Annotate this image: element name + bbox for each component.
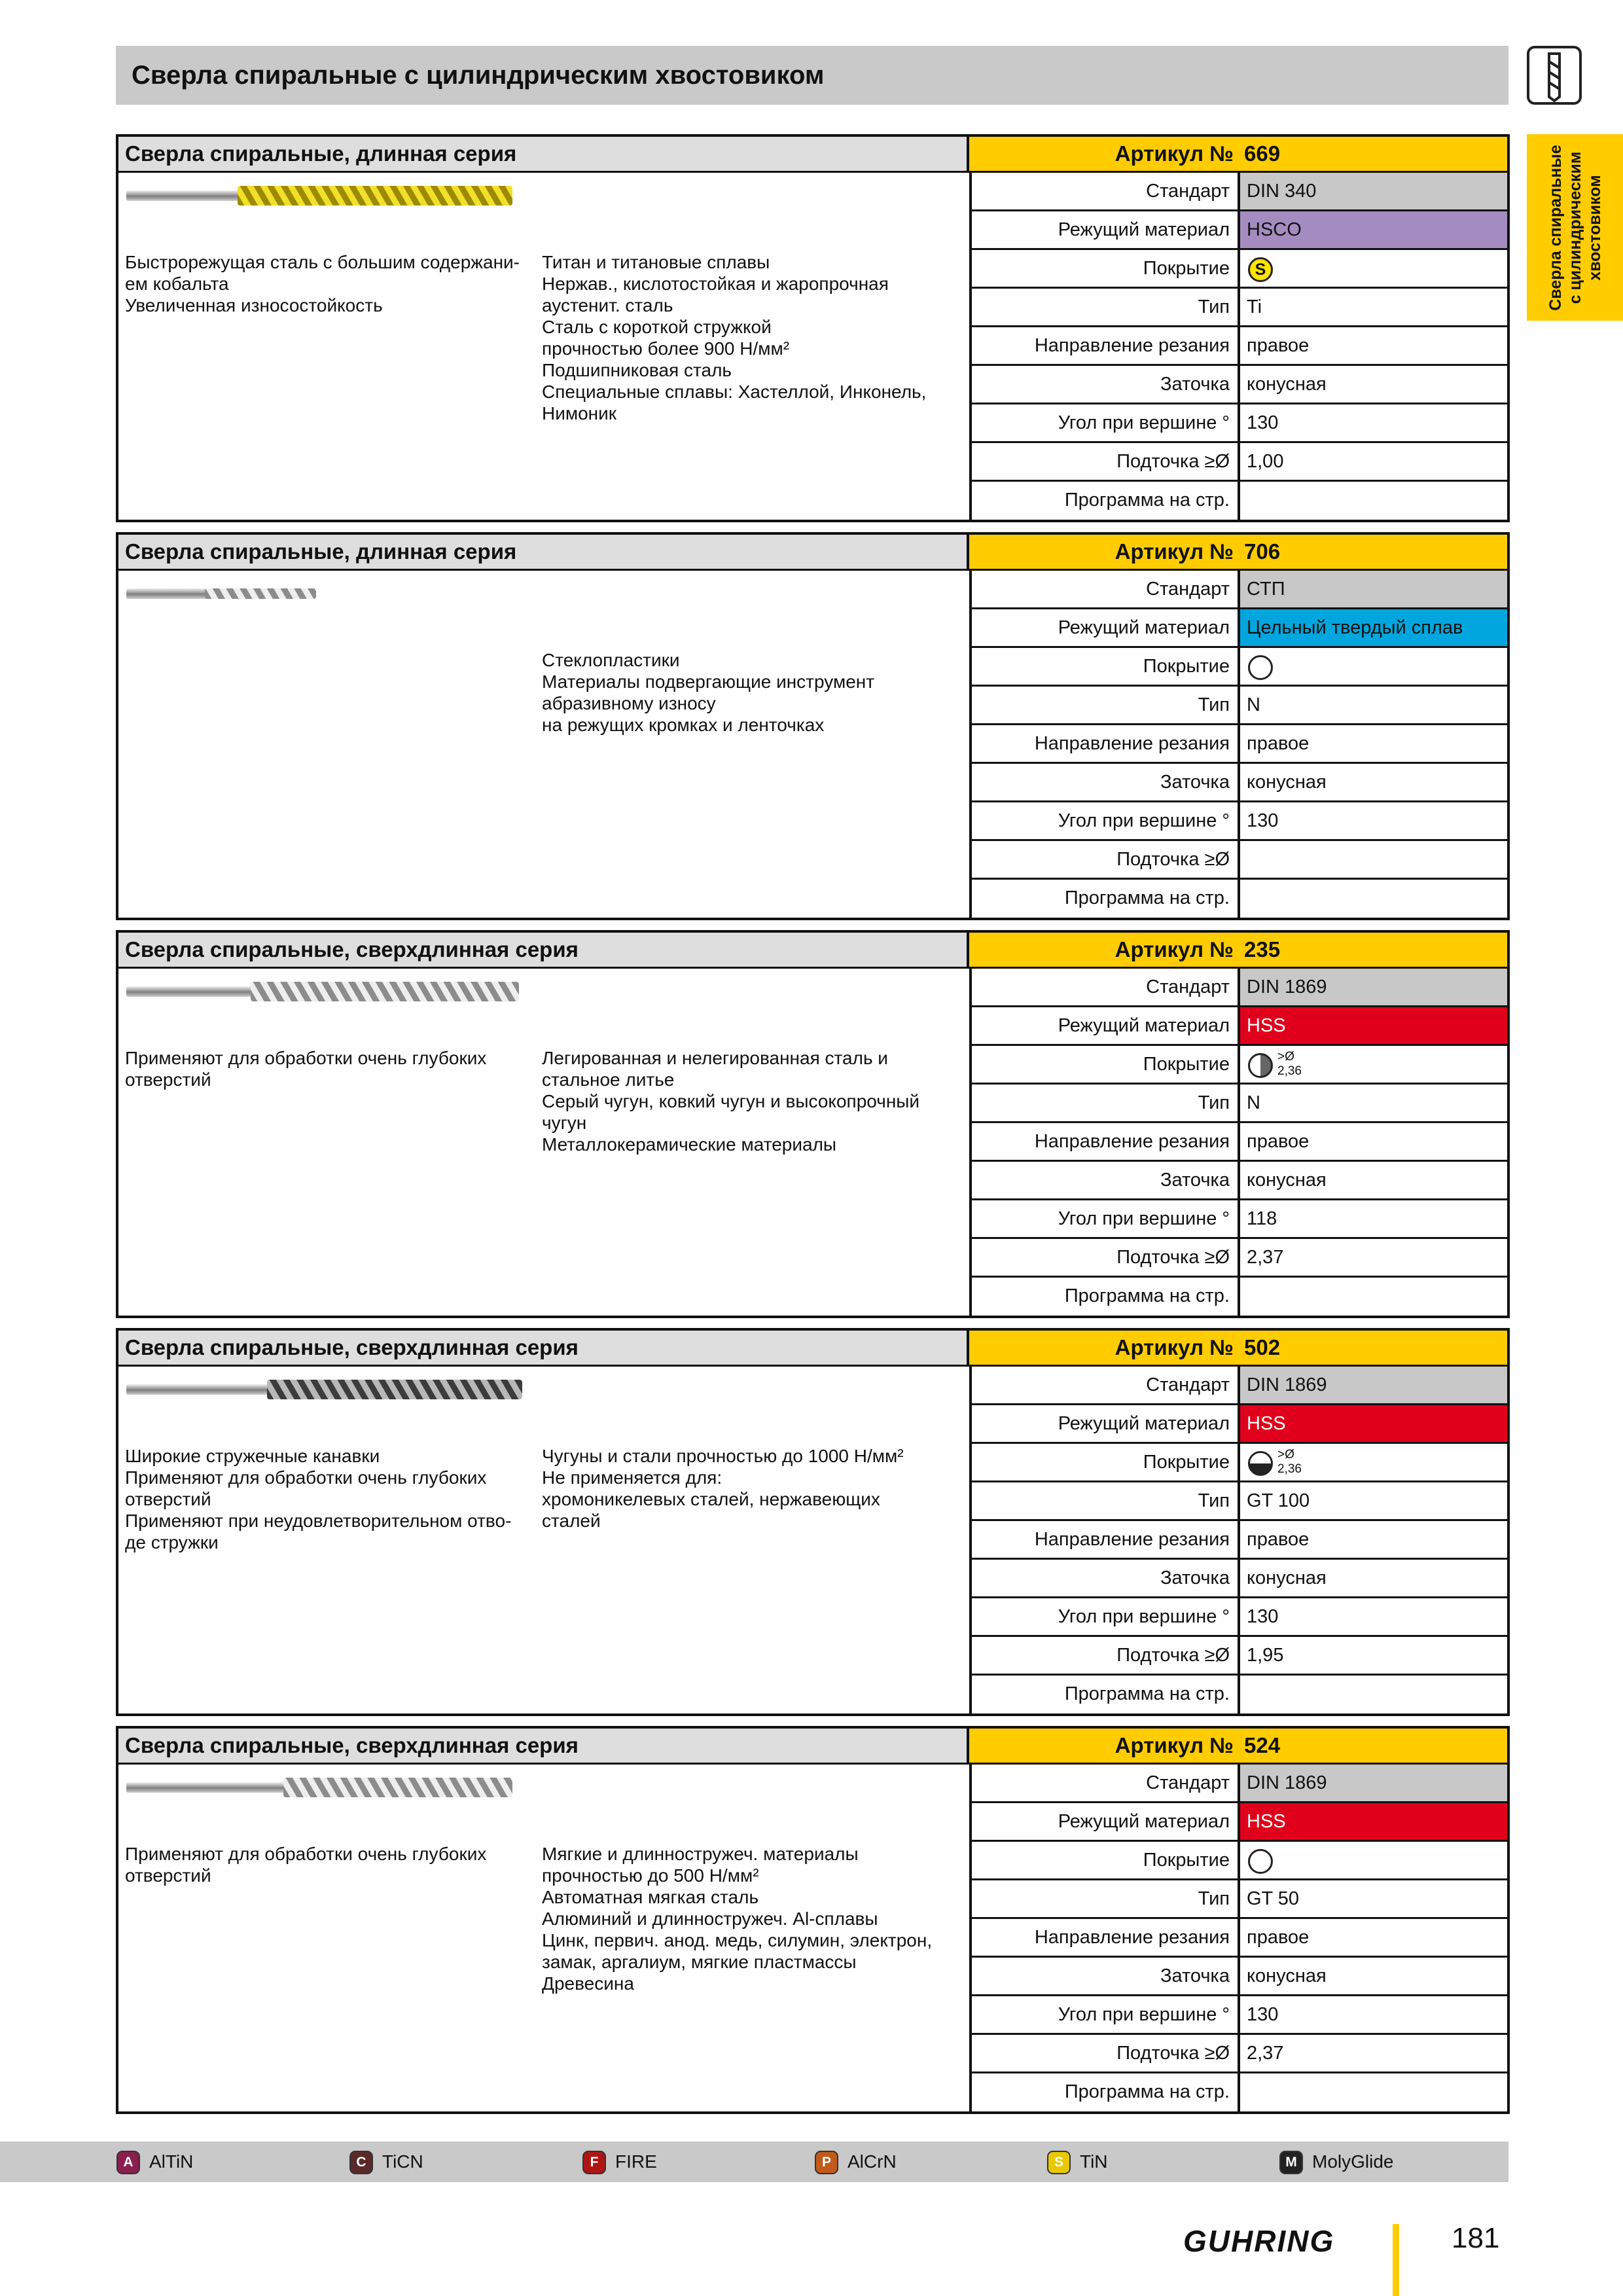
drill-flute (283, 1778, 512, 1797)
prop-label: Покрытие (972, 1046, 1240, 1083)
prop-row (972, 1560, 1507, 1598)
prop-value-cell (1240, 404, 1507, 441)
prop-value-cell (1240, 1676, 1507, 1714)
article-number[interactable]: 706 (1244, 539, 1281, 564)
prop-row (972, 609, 1507, 648)
prop-label: Стандарт (972, 173, 1240, 209)
prop-label: Заточка (972, 764, 1240, 800)
legend-label: AlCrN (847, 2151, 897, 2172)
description-left: Применяют для обработки очень глубоких отверстий (125, 1844, 487, 1886)
prop-value: DIN 1869 (1247, 1772, 1327, 1793)
prop-row (972, 1200, 1507, 1239)
prop-value: конусная (1247, 1568, 1327, 1588)
prop-row (972, 571, 1507, 609)
prop-value-cell (1240, 841, 1507, 878)
prop-value-cell (1240, 1842, 1507, 1878)
drill-image (126, 982, 526, 1001)
description-right: Чугуны и стали прочностью до 1000 Н/мм² Не применяется для: хромоникелевых сталей, нержавеющих сталей (542, 1446, 904, 1531)
prop-label: Подточка ≥Ø (972, 841, 1240, 878)
coating-icon: S (1248, 257, 1273, 282)
drill-image (126, 186, 526, 206)
prop-row (972, 1958, 1507, 1996)
prop-row (972, 482, 1507, 520)
page-title: Сверла спиральные с цилиндрическим хвостовиком (132, 60, 825, 90)
prop-label: Угол при вершине ° (972, 1200, 1240, 1237)
product-block (116, 134, 1510, 522)
prop-label: Угол при вершине ° (972, 404, 1240, 441)
prop-value: GT 100 (1247, 1490, 1310, 1511)
prop-label: Программа на стр. (972, 1278, 1240, 1316)
prop-label: Тип (972, 289, 1240, 325)
prop-row (972, 1996, 1507, 2035)
article-number[interactable]: 524 (1244, 1733, 1281, 1757)
prop-label: Тип (972, 1085, 1240, 1121)
article-header (969, 933, 1507, 969)
prop-row (972, 1521, 1507, 1560)
article-label: Артикул № (1115, 141, 1234, 166)
prop-row (972, 1803, 1507, 1842)
prop-value-cell (1240, 1803, 1507, 1840)
page-number: 181 (1452, 2222, 1500, 2254)
no-coating-icon (1248, 1849, 1273, 1874)
description-left: Быстрорежущая сталь с большим содержани- ем кобальта Увеличенная износостойкость (125, 252, 520, 315)
prop-label: Заточка (972, 1958, 1240, 1994)
block-title: Сверла спиральные, сверхдлинная серия (118, 933, 969, 969)
properties-table (969, 173, 1507, 520)
prop-value-cell (1240, 1239, 1507, 1276)
prop-value-cell (1240, 969, 1507, 1005)
article-label: Артикул № (1115, 1733, 1234, 1757)
prop-value: 130 (1247, 412, 1279, 433)
legend-label: AlTiN (149, 2151, 194, 2172)
prop-value: HSCO (1247, 219, 1302, 240)
drill-icon (1527, 46, 1582, 105)
coating-icon (1248, 1451, 1273, 1476)
prop-value-cell (1240, 289, 1507, 325)
prop-value-cell (1240, 250, 1507, 287)
prop-value: 1,95 (1247, 1645, 1284, 1666)
prop-label: Тип (972, 1880, 1240, 1917)
legend-item (349, 2142, 565, 2182)
prop-value: 130 (1247, 1606, 1279, 1627)
prop-label: Направление резания (972, 1123, 1240, 1160)
prop-row (972, 1085, 1507, 1123)
section-tab[interactable] (1527, 134, 1623, 321)
prop-row (972, 1482, 1507, 1521)
prop-label: Программа на стр. (972, 482, 1240, 520)
prop-value-cell (1240, 571, 1507, 607)
prop-value-cell (1240, 1958, 1507, 1994)
prop-row (972, 687, 1507, 725)
prop-value-cell (1240, 648, 1507, 685)
prop-value-cell (1240, 1996, 1507, 2033)
footer-accent-bar (1393, 2224, 1399, 2296)
properties-table (969, 571, 1507, 918)
block-title: Сверла спиральные, длинная серия (118, 535, 969, 571)
product-block (116, 532, 1510, 920)
prop-value: HSS (1247, 1413, 1286, 1434)
prop-label: Режущий материал (972, 609, 1240, 646)
prop-row (972, 1444, 1507, 1482)
legend-item (815, 2142, 1031, 2182)
prop-label: Покрытие (972, 1842, 1240, 1878)
prop-value-cell (1240, 1405, 1507, 1442)
prop-label: Заточка (972, 366, 1240, 403)
prop-label: Стандарт (972, 1765, 1240, 1801)
prop-value-cell (1240, 725, 1507, 762)
prop-value: DIN 340 (1247, 181, 1317, 202)
prop-value-cell (1240, 880, 1507, 918)
prop-value-cell (1240, 1560, 1507, 1596)
prop-value-cell (1240, 609, 1507, 646)
drill-shank (126, 190, 244, 201)
prop-value: 2,37 (1247, 2043, 1284, 2064)
prop-label: Подточка ≥Ø (972, 1637, 1240, 1674)
prop-value: DIN 1869 (1247, 1374, 1327, 1395)
prop-label: Направление резания (972, 327, 1240, 364)
prop-value: правое (1247, 733, 1310, 754)
prop-label: Подточка ≥Ø (972, 1239, 1240, 1276)
prop-row (972, 1765, 1507, 1803)
properties-table (969, 1765, 1507, 2111)
prop-value: правое (1247, 1131, 1310, 1152)
prop-value-cell (1240, 1200, 1507, 1237)
prop-label: Режущий материал (972, 1803, 1240, 1840)
brand-text: GUHRING (1183, 2225, 1335, 2255)
prop-value: GT 50 (1247, 1888, 1300, 1909)
legend-item (582, 2142, 798, 2182)
coating-min-diameter: >Ø 2,36 (1277, 1050, 1302, 1078)
prop-value: N (1247, 1092, 1260, 1113)
prop-value: 118 (1247, 1208, 1277, 1229)
product-block (116, 1328, 1510, 1716)
prop-value-cell (1240, 1367, 1507, 1403)
article-number[interactable]: 669 (1244, 141, 1281, 166)
prop-label: Программа на стр. (972, 1676, 1240, 1714)
prop-label: Направление резания (972, 1521, 1240, 1558)
legend-item (1047, 2142, 1263, 2182)
prop-value: Цельный твердый сплав (1247, 617, 1463, 638)
drill-shank (126, 588, 211, 599)
description-right: Титан и титановые сплавы Нержав., кислотостойкая и жаропрочная аустенит. сталь Сталь с короткой стружкой прочностью более 900 Н/мм² Подшипниковая сталь Специальные сплавы: Хастеллой, Инконель, Нимоник (542, 252, 927, 423)
prop-label: Стандарт (972, 571, 1240, 607)
article-label: Артикул № (1115, 539, 1234, 564)
prop-row (972, 1278, 1507, 1316)
prop-value-cell (1240, 2073, 1507, 2112)
prop-row (972, 443, 1507, 482)
prop-label: Режущий материал (972, 1007, 1240, 1044)
prop-value-cell (1240, 482, 1507, 520)
prop-value: N (1247, 694, 1260, 715)
article-label: Артикул № (1115, 1335, 1234, 1359)
properties-table (969, 1367, 1507, 1713)
prop-value: HSS (1247, 1811, 1286, 1832)
prop-row (972, 969, 1507, 1007)
prop-value: 2,37 (1247, 1247, 1284, 1268)
article-label: Артикул № (1115, 937, 1234, 961)
prop-row (972, 880, 1507, 918)
brand-logo (1183, 2225, 1373, 2255)
prop-value-cell (1240, 1162, 1507, 1198)
prop-row (972, 327, 1507, 366)
prop-label: Покрытие (972, 1444, 1240, 1480)
block-title: Сверла спиральные, сверхдлинная серия (118, 1729, 969, 1765)
article-header (969, 535, 1507, 571)
prop-row (972, 1123, 1507, 1162)
description-right: Легированная и нелегированная сталь и стальное литье Серый чугун, ковкий чугун и высокопрочный чугун Металлокерамические материалы (542, 1048, 920, 1155)
coating-legend (0, 2142, 1508, 2182)
prop-value-cell (1240, 1123, 1507, 1160)
prop-label: Покрытие (972, 250, 1240, 287)
prop-value-cell (1240, 802, 1507, 839)
prop-row (972, 1405, 1507, 1444)
prop-label: Направление резания (972, 1919, 1240, 1956)
prop-value: конусная (1247, 1965, 1327, 1986)
prop-value: конусная (1247, 374, 1327, 395)
description-left: Широкие стружечные канавки Применяют для обработки очень глубоких отверстий Применяют при неудовлетворительном отво- де стружки (125, 1446, 512, 1552)
prop-value-cell (1240, 1880, 1507, 1917)
legend-label: TiN (1080, 2151, 1108, 2172)
prop-value-cell (1240, 211, 1507, 248)
prop-value: 1,00 (1247, 451, 1284, 472)
prop-row (972, 1880, 1507, 1919)
prop-value-cell (1240, 1765, 1507, 1801)
drill-image (126, 584, 526, 603)
prop-value-cell (1240, 1919, 1507, 1956)
prop-row (972, 173, 1507, 211)
product-block (116, 930, 1510, 1318)
article-header (969, 137, 1507, 173)
prop-label: Направление резания (972, 725, 1240, 762)
drill-flute (238, 186, 512, 206)
prop-row (972, 1637, 1507, 1676)
coating-symbol-icon: M (1279, 2151, 1303, 2174)
prop-value-cell (1240, 1598, 1507, 1635)
description-right: Стеклопластики Материалы подвергающие инструмент абразивному износу на режущих кромках и ленточках (542, 650, 875, 735)
drill-flute (251, 982, 519, 1001)
article-header (969, 1331, 1507, 1367)
prop-value: правое (1247, 1927, 1310, 1948)
coating-symbol-icon: P (815, 2151, 838, 2174)
prop-row (972, 764, 1507, 802)
prop-value-cell (1240, 1085, 1507, 1121)
prop-row (972, 1367, 1507, 1405)
prop-row (972, 648, 1507, 687)
prop-value-cell (1240, 1444, 1507, 1480)
prop-row (972, 404, 1507, 443)
prop-label: Подточка ≥Ø (972, 2035, 1240, 2072)
prop-value: правое (1247, 335, 1310, 356)
coating-symbol-icon: A (116, 2151, 140, 2174)
legend-label: TiCN (382, 2151, 423, 2172)
prop-value-cell (1240, 687, 1507, 723)
prop-row (972, 2035, 1507, 2073)
coating-min-diameter: >Ø 2,36 (1277, 1448, 1302, 1476)
description-right: Мягкие и длинностружеч. материалы прочностью до 500 Н/мм² Автоматная мягкая сталь Алюминий и длинностружеч. Al-сплавы Цинк, первич. анод. медь, силумин, электрон, замак, аргалиум, мягкие пластмассы Древесина (542, 1844, 933, 1994)
prop-row (972, 366, 1507, 404)
prop-label: Подточка ≥Ø (972, 443, 1240, 480)
drill-flute (267, 1380, 522, 1399)
drill-image (126, 1778, 526, 1797)
prop-label: Покрытие (972, 648, 1240, 685)
prop-label: Заточка (972, 1560, 1240, 1596)
prop-value-cell (1240, 1007, 1507, 1044)
legend-item (116, 2142, 332, 2182)
drill-flute (205, 588, 316, 599)
block-title: Сверла спиральные, длинная серия (118, 137, 969, 173)
prop-row (972, 1598, 1507, 1637)
prop-value: DIN 1869 (1247, 977, 1327, 997)
prop-value: HSS (1247, 1015, 1286, 1036)
coating-icon (1248, 1053, 1273, 1078)
prop-row (972, 1842, 1507, 1880)
properties-table (969, 969, 1507, 1316)
prop-row (972, 1919, 1507, 1958)
prop-value-cell (1240, 1482, 1507, 1519)
coating-symbol-icon: C (349, 2151, 373, 2174)
prop-value: правое (1247, 1529, 1310, 1550)
prop-row (972, 1007, 1507, 1046)
prop-row (972, 841, 1507, 880)
prop-row (972, 211, 1507, 250)
prop-label: Заточка (972, 1162, 1240, 1198)
drill-image (126, 1380, 526, 1399)
no-coating-icon (1248, 655, 1273, 680)
coating-symbol-icon: S (1047, 2151, 1071, 2174)
prop-value-cell (1240, 2035, 1507, 2072)
product-block (116, 1726, 1510, 2114)
block-title: Сверла спиральные, сверхдлинная серия (118, 1331, 969, 1367)
prop-row (972, 1239, 1507, 1278)
prop-value-cell (1240, 173, 1507, 209)
prop-label: Стандарт (972, 1367, 1240, 1403)
prop-row (972, 725, 1507, 764)
drill-shank (126, 1384, 274, 1395)
prop-row (972, 1162, 1507, 1200)
prop-label: Угол при вершине ° (972, 1598, 1240, 1635)
prop-value-cell (1240, 1046, 1507, 1083)
prop-value-cell (1240, 1521, 1507, 1558)
prop-value: конусная (1247, 1170, 1327, 1191)
prop-value: СТП (1247, 579, 1285, 600)
prop-value: 130 (1247, 810, 1279, 831)
prop-label: Режущий материал (972, 1405, 1240, 1442)
legend-item (1279, 2142, 1495, 2182)
prop-row (972, 250, 1507, 289)
article-number[interactable]: 502 (1244, 1335, 1281, 1359)
prop-row (972, 1046, 1507, 1085)
drill-shank (126, 1782, 290, 1793)
prop-label: Тип (972, 687, 1240, 723)
prop-row (972, 289, 1507, 327)
prop-label: Угол при вершине ° (972, 802, 1240, 839)
prop-row (972, 2073, 1507, 2112)
prop-value: конусная (1247, 772, 1327, 793)
prop-label: Тип (972, 1482, 1240, 1519)
legend-label: FIRE (615, 2151, 657, 2172)
coating-symbol-icon: F (582, 2151, 606, 2174)
prop-value-cell (1240, 443, 1507, 480)
page-header (116, 46, 1508, 105)
prop-row (972, 1676, 1507, 1714)
section-tab-label: Сверла спиральные с цилиндрическим хвостовиком (1546, 144, 1604, 311)
prop-value-cell (1240, 366, 1507, 403)
prop-label: Программа на стр. (972, 2073, 1240, 2112)
prop-value: Ti (1247, 296, 1262, 317)
prop-value-cell (1240, 1637, 1507, 1674)
prop-row (972, 802, 1507, 841)
prop-label: Стандарт (972, 969, 1240, 1005)
article-number[interactable]: 235 (1244, 937, 1281, 961)
drill-shank (126, 986, 257, 997)
prop-label: Режущий материал (972, 211, 1240, 248)
prop-value: 130 (1247, 2004, 1279, 2025)
prop-value-cell (1240, 327, 1507, 364)
prop-value-cell (1240, 764, 1507, 800)
prop-value-cell (1240, 1278, 1507, 1316)
prop-label: Угол при вершине ° (972, 1996, 1240, 2033)
article-header (969, 1729, 1507, 1765)
prop-label: Программа на стр. (972, 880, 1240, 918)
legend-label: MolyGlide (1312, 2151, 1394, 2172)
description-left: Применяют для обработки очень глубоких отверстий (125, 1048, 487, 1090)
